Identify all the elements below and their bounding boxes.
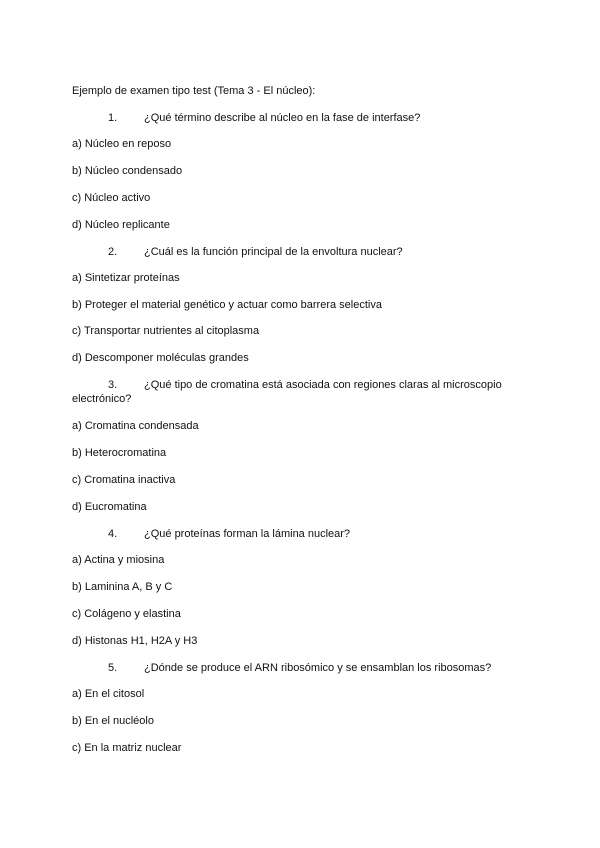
option-3c: c) Cromatina inactiva [72, 474, 176, 486]
option-1b: b) Núcleo condensado [72, 165, 183, 177]
question-text: ¿Qué tipo de cromatina está asociada con regiones claras al microscopio electrónico? [72, 379, 502, 405]
option-4d: d) Histonas H1, H2A y H3 [72, 635, 198, 647]
option-1a: a) Núcleo en reposo [72, 138, 172, 150]
question-1 [72, 111, 532, 125]
question-text: ¿Dónde se produce el ARN ribosómico y se ensamblan los ribosomas? [144, 662, 492, 674]
option-5c: c) En la matriz nuclear [72, 742, 182, 754]
option-2d: d) Descomponer moléculas grandes [72, 352, 249, 364]
question-text: ¿Cuál es la función principal de la envoltura nuclear? [144, 246, 403, 258]
question-number: 3. [108, 379, 118, 391]
option-4b: b) Laminina A, B y C [72, 581, 173, 593]
question-4 [72, 527, 532, 541]
question-5 [72, 661, 532, 675]
option-1d: d) Núcleo replicante [72, 219, 170, 231]
document-title: Ejemplo de examen tipo test (Tema 3 - El núcleo): [72, 85, 316, 97]
option-3d: d) Eucromatina [72, 501, 147, 513]
question-number: 4. [108, 528, 118, 540]
option-3b: b) Heterocromatina [72, 447, 167, 459]
question-text: ¿Qué término describe al núcleo en la fase de interfase? [144, 112, 421, 124]
question-number: 2. [108, 246, 118, 258]
option-2c: c) Transportar nutrientes al citoplasma [72, 325, 260, 337]
question-3 [72, 378, 532, 406]
question-2 [72, 245, 532, 259]
option-3a: a) Cromatina condensada [72, 420, 199, 432]
option-2a: a) Sintetizar proteínas [72, 272, 180, 284]
option-4a: a) Actina y miosina [72, 554, 165, 566]
option-1c: c) Núcleo activo [72, 192, 151, 204]
question-number: 1. [108, 112, 118, 124]
option-5a: a) En el citosol [72, 688, 145, 700]
option-2b: b) Proteger el material genético y actuar como barrera selectiva [72, 299, 382, 311]
option-4c: c) Colágeno y elastina [72, 608, 181, 620]
question-text: ¿Qué proteínas forman la lámina nuclear? [144, 528, 351, 540]
option-5b: b) En el nucléolo [72, 715, 154, 727]
question-number: 5. [108, 662, 118, 674]
